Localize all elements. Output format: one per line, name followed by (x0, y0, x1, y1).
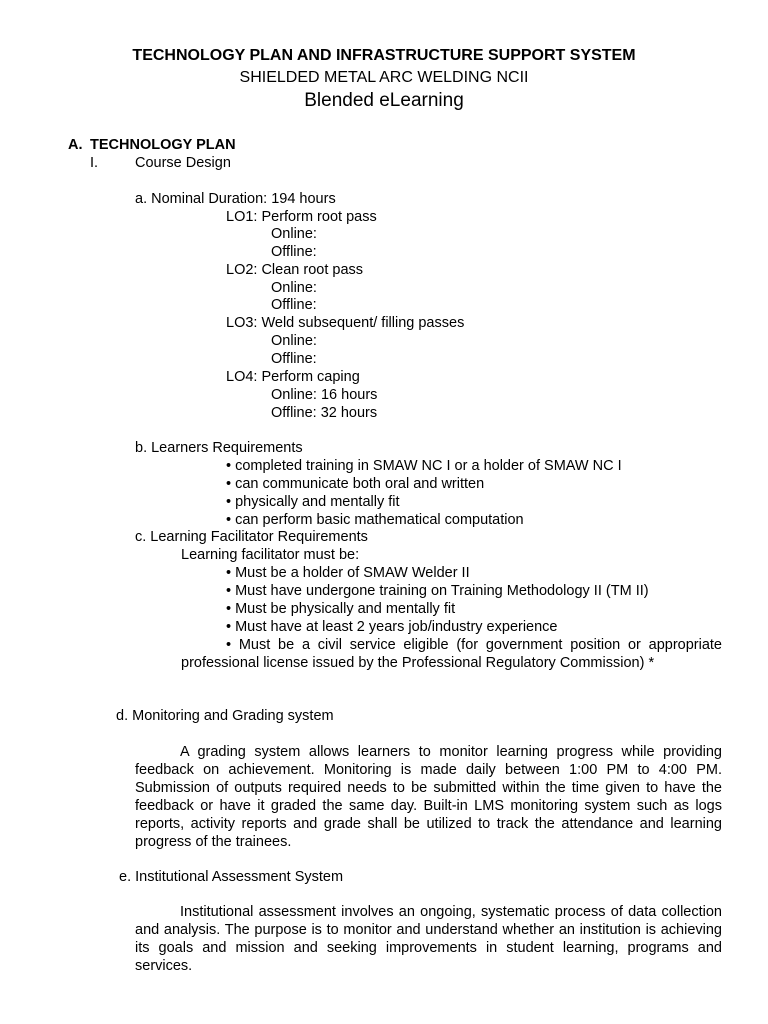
facilitator-intro: Learning facilitator must be: (181, 547, 360, 563)
lo4-label: LO4: Perform caping (226, 369, 360, 385)
list-item: • physically and mentally fit (226, 494, 400, 510)
lo1-label: LO1: Perform root pass (226, 209, 377, 225)
lo3-online: Online: (271, 333, 317, 349)
lo1-offline: Offline: (271, 244, 317, 260)
lo4-offline: Offline: 32 hours (271, 405, 378, 421)
item-number: I. (90, 155, 99, 171)
section-a-marker: A. (68, 137, 83, 153)
list-item: • Must be a holder of SMAW Welder II (226, 565, 470, 581)
assessment-label: e. Institutional Assessment System (119, 869, 344, 885)
nominal-duration: a. Nominal Duration: 194 hours (135, 191, 336, 207)
monitoring-paragraph (135, 743, 722, 851)
assessment-paragraph (135, 903, 722, 975)
list-item: • Must be physically and mentally fit (226, 601, 456, 617)
monitoring-label: d. Monitoring and Grading system (116, 708, 334, 724)
lo2-offline: Offline: (271, 297, 317, 313)
delivery-mode: Blended eLearning (304, 90, 464, 111)
list-item: • can perform basic mathematical computation (226, 512, 524, 528)
item-label: Course Design (135, 155, 231, 171)
list-item: • Must have at least 2 years job/industry experience (226, 619, 558, 635)
learners-requirements-label: b. Learners Requirements (135, 440, 303, 456)
monitoring-paragraph-text: A grading system allows learners to monitor learning progress while providing feedback on achievement. Monitoring is made daily between 1:00 PM to 4:00 PM. Submission of outputs required needs to be submitted within the time given to have the feedback or have it graded the same day. Built-in LMS monitoring system such as logs reports, activity reports and grade shall be utilized to track the attendance and learning progress of the trainees. (135, 744, 722, 850)
lo3-label: LO3: Weld subsequent/ filling passes (226, 315, 465, 331)
lo3-offline: Offline: (271, 351, 317, 367)
list-item: • completed training in SMAW NC I or a holder of SMAW NC I (226, 458, 622, 474)
lo1-online: Online: (271, 226, 317, 242)
list-item: • Must have undergone training on Training Methodology II (TM II) (226, 583, 649, 599)
list-item: • Must be a civil service eligible (for government position or appropriate (226, 637, 722, 653)
document-title: TECHNOLOGY PLAN AND INFRASTRUCTURE SUPPORT SYSTEM (132, 47, 636, 64)
lo2-label: LO2: Clean root pass (226, 262, 364, 278)
document-subtitle: SHIELDED METAL ARC WELDING NCII (239, 69, 529, 86)
assessment-paragraph-text: Institutional assessment involves an ongoing, systematic process of data collection and analysis. The purpose is to monitor and understand whether an institution is achieving its goals and mission and seeking improvements in student learning, programs and services. (135, 904, 722, 974)
section-a-heading: TECHNOLOGY PLAN (90, 137, 236, 153)
lo4-online: Online: 16 hours (271, 387, 378, 403)
facilitator-requirements-label: c. Learning Facilitator Requirements (135, 529, 368, 545)
lo2-online: Online: (271, 280, 317, 296)
list-item-continuation: professional license issued by the Professional Regulatory Commission) * (181, 655, 655, 671)
list-item: • can communicate both oral and written (226, 476, 485, 492)
